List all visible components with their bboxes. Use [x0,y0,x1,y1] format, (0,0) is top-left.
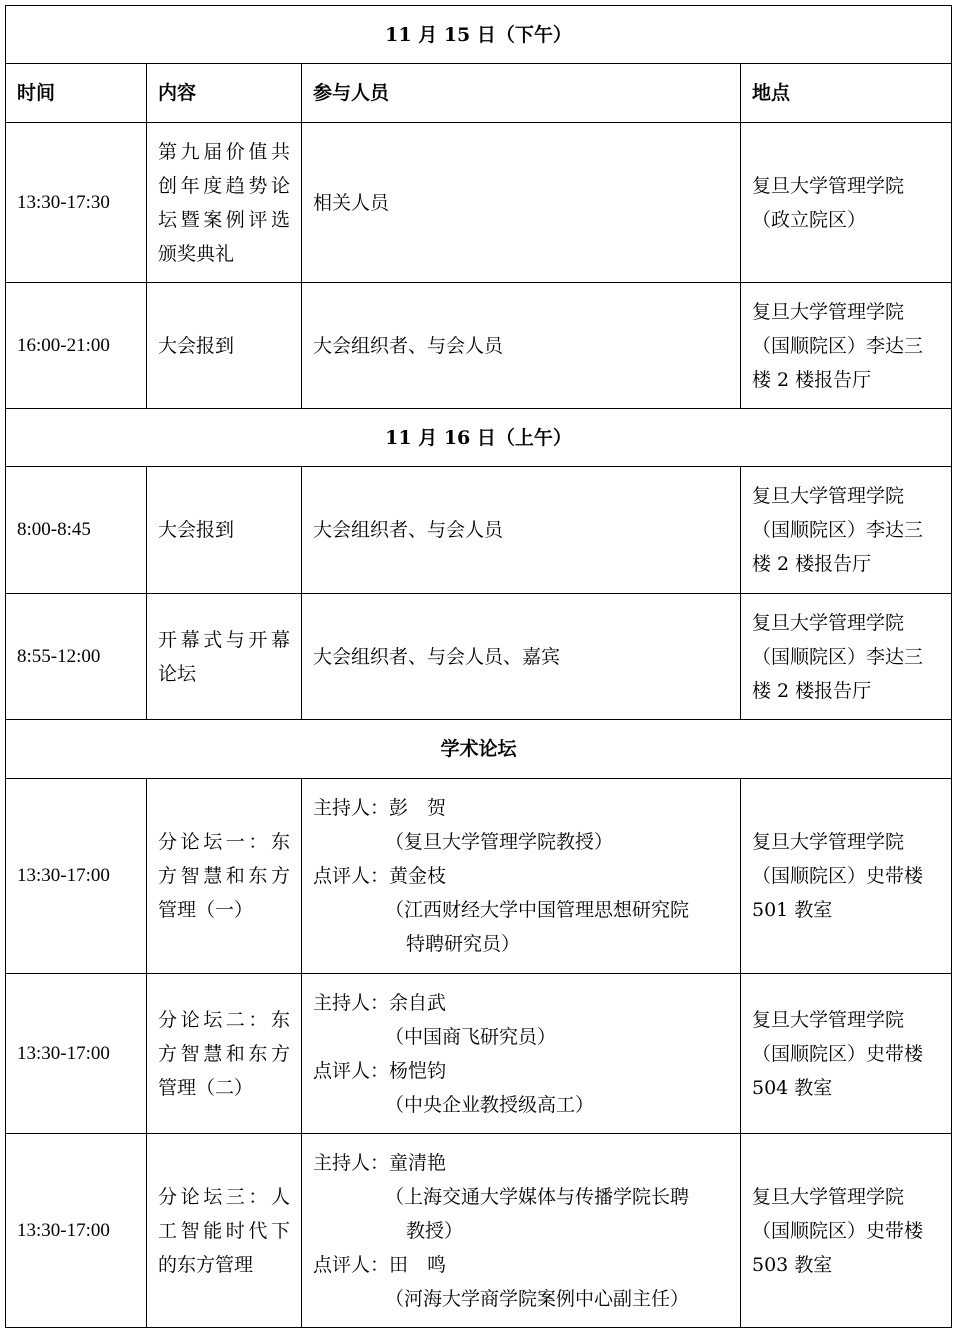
location-line: （国顺院区）史带楼 [752,865,924,887]
section-title: 11 月 16 日（上午） [6,409,952,467]
header-content: 内容 [147,64,302,123]
location-line: （国顺院区）史带楼 [752,1219,924,1242]
reviewer-affiliation: （河海大学商学院案例中心副主任） [385,1287,690,1310]
content-cell: 分论坛一：东方智慧和东方管理（一） [147,779,302,974]
host-name: 童清艳 [389,1151,447,1174]
section-title: 11 月 15 日（下午） [6,6,952,64]
time-cell: 13:30-17:00 [6,974,147,1134]
table-row [6,467,952,594]
people-cell: 大会组织者、与会人员 [302,467,741,594]
location-line: 复旦大学管理学院 [752,611,905,634]
location-line: （国顺院区）李达三 [752,519,924,541]
table-row [6,594,952,720]
host-label: 主持人： [313,1151,390,1174]
reviewer-name: 杨恺钧 [389,1059,447,1082]
host-affiliation: （中国商飞研究员） [385,1025,557,1048]
host-label: 主持人： [313,991,390,1014]
reviewer-affiliation: （中央企业教授级高工） [385,1093,595,1116]
reviewer-affiliation: 特聘研究员） [406,933,521,955]
content-cell: 第九届价值共创年度趋势论坛暨案例评选颁奖典礼 [147,123,302,283]
header-time: 时间 [6,64,147,123]
time-cell: 8:00-8:45 [6,467,147,594]
schedule-table [5,5,952,1328]
host-line [313,1146,729,1180]
location-line: 复旦大学管理学院 [752,831,905,853]
location-line: 楼 2 楼报告厅 [752,368,872,391]
location-line: 501 教室 [752,899,833,921]
reviewer-line [313,1248,729,1282]
section-row [6,720,952,779]
header-row [6,64,952,123]
location-line: 503 教室 [752,1253,833,1276]
location-cell [741,123,952,283]
header-location: 地点 [741,64,952,123]
location-line: 504 教室 [752,1076,833,1099]
reviewer-label: 点评人： [313,865,390,887]
reviewer-line [313,859,729,893]
location-line: 复旦大学管理学院 [752,1185,905,1208]
location-line: 复旦大学管理学院 [752,300,905,323]
people-cell: 相关人员 [302,123,741,283]
table-row [6,1134,952,1328]
reviewer-line [313,1054,729,1088]
host-name: 彭 贺 [389,797,447,819]
reviewer-label: 点评人： [313,1059,390,1082]
content-cell: 分论坛二：东方智慧和东方管理（二） [147,974,302,1134]
content-cell: 开幕式与开幕论坛 [147,594,302,720]
host-line [313,986,729,1020]
time-cell: 8:55-12:00 [6,594,147,720]
location-line: 楼 2 楼报告厅 [752,553,872,575]
content-cell: 分论坛三：人工智能时代下的东方管理 [147,1134,302,1328]
reviewer-name: 田 鸣 [389,1253,447,1276]
header-people: 参与人员 [302,64,741,123]
content-cell: 大会报到 [147,283,302,409]
section-row [6,6,952,64]
host-affiliation: （上海交通大学媒体与传播学院长聘 [385,1185,690,1208]
location-line: （政立院区） [752,208,867,231]
location-line: （国顺院区）李达三 [752,645,924,668]
people-cell: 大会组织者、与会人员、嘉宾 [302,594,741,720]
location-line: 复旦大学管理学院 [752,174,905,197]
table-row [6,123,952,283]
location-line: （国顺院区）史带楼 [752,1042,924,1065]
location-cell [741,594,952,720]
location-cell [741,779,952,974]
reviewer-affiliation: （江西财经大学中国管理思想研究院 [385,899,690,921]
reviewer-label: 点评人： [313,1253,390,1276]
section-title: 学术论坛 [6,720,952,779]
location-cell [741,283,952,409]
host-affiliation: （复旦大学管理学院教授） [385,831,614,853]
people-cell [302,1134,741,1328]
people-cell [302,779,741,974]
location-cell [741,974,952,1134]
time-cell: 13:30-17:00 [6,1134,147,1328]
people-cell: 大会组织者、与会人员 [302,283,741,409]
table-row [6,974,952,1134]
table-row [6,779,952,974]
host-name: 余自武 [389,991,447,1014]
time-cell: 16:00-21:00 [6,283,147,409]
section-row [6,409,952,467]
time-cell: 13:30-17:30 [6,123,147,283]
location-cell [741,1134,952,1328]
time-cell: 13:30-17:00 [6,779,147,974]
table-row [6,283,952,409]
people-cell [302,974,741,1134]
location-line: 楼 2 楼报告厅 [752,679,872,702]
content-cell: 大会报到 [147,467,302,594]
host-label: 主持人： [313,797,390,819]
host-line [313,791,729,825]
reviewer-name: 黄金枝 [389,865,447,887]
location-line: （国顺院区）李达三 [752,334,924,357]
location-line: 复旦大学管理学院 [752,485,905,507]
location-line: 复旦大学管理学院 [752,1008,905,1031]
location-cell [741,467,952,594]
host-affiliation: 教授） [406,1219,464,1242]
